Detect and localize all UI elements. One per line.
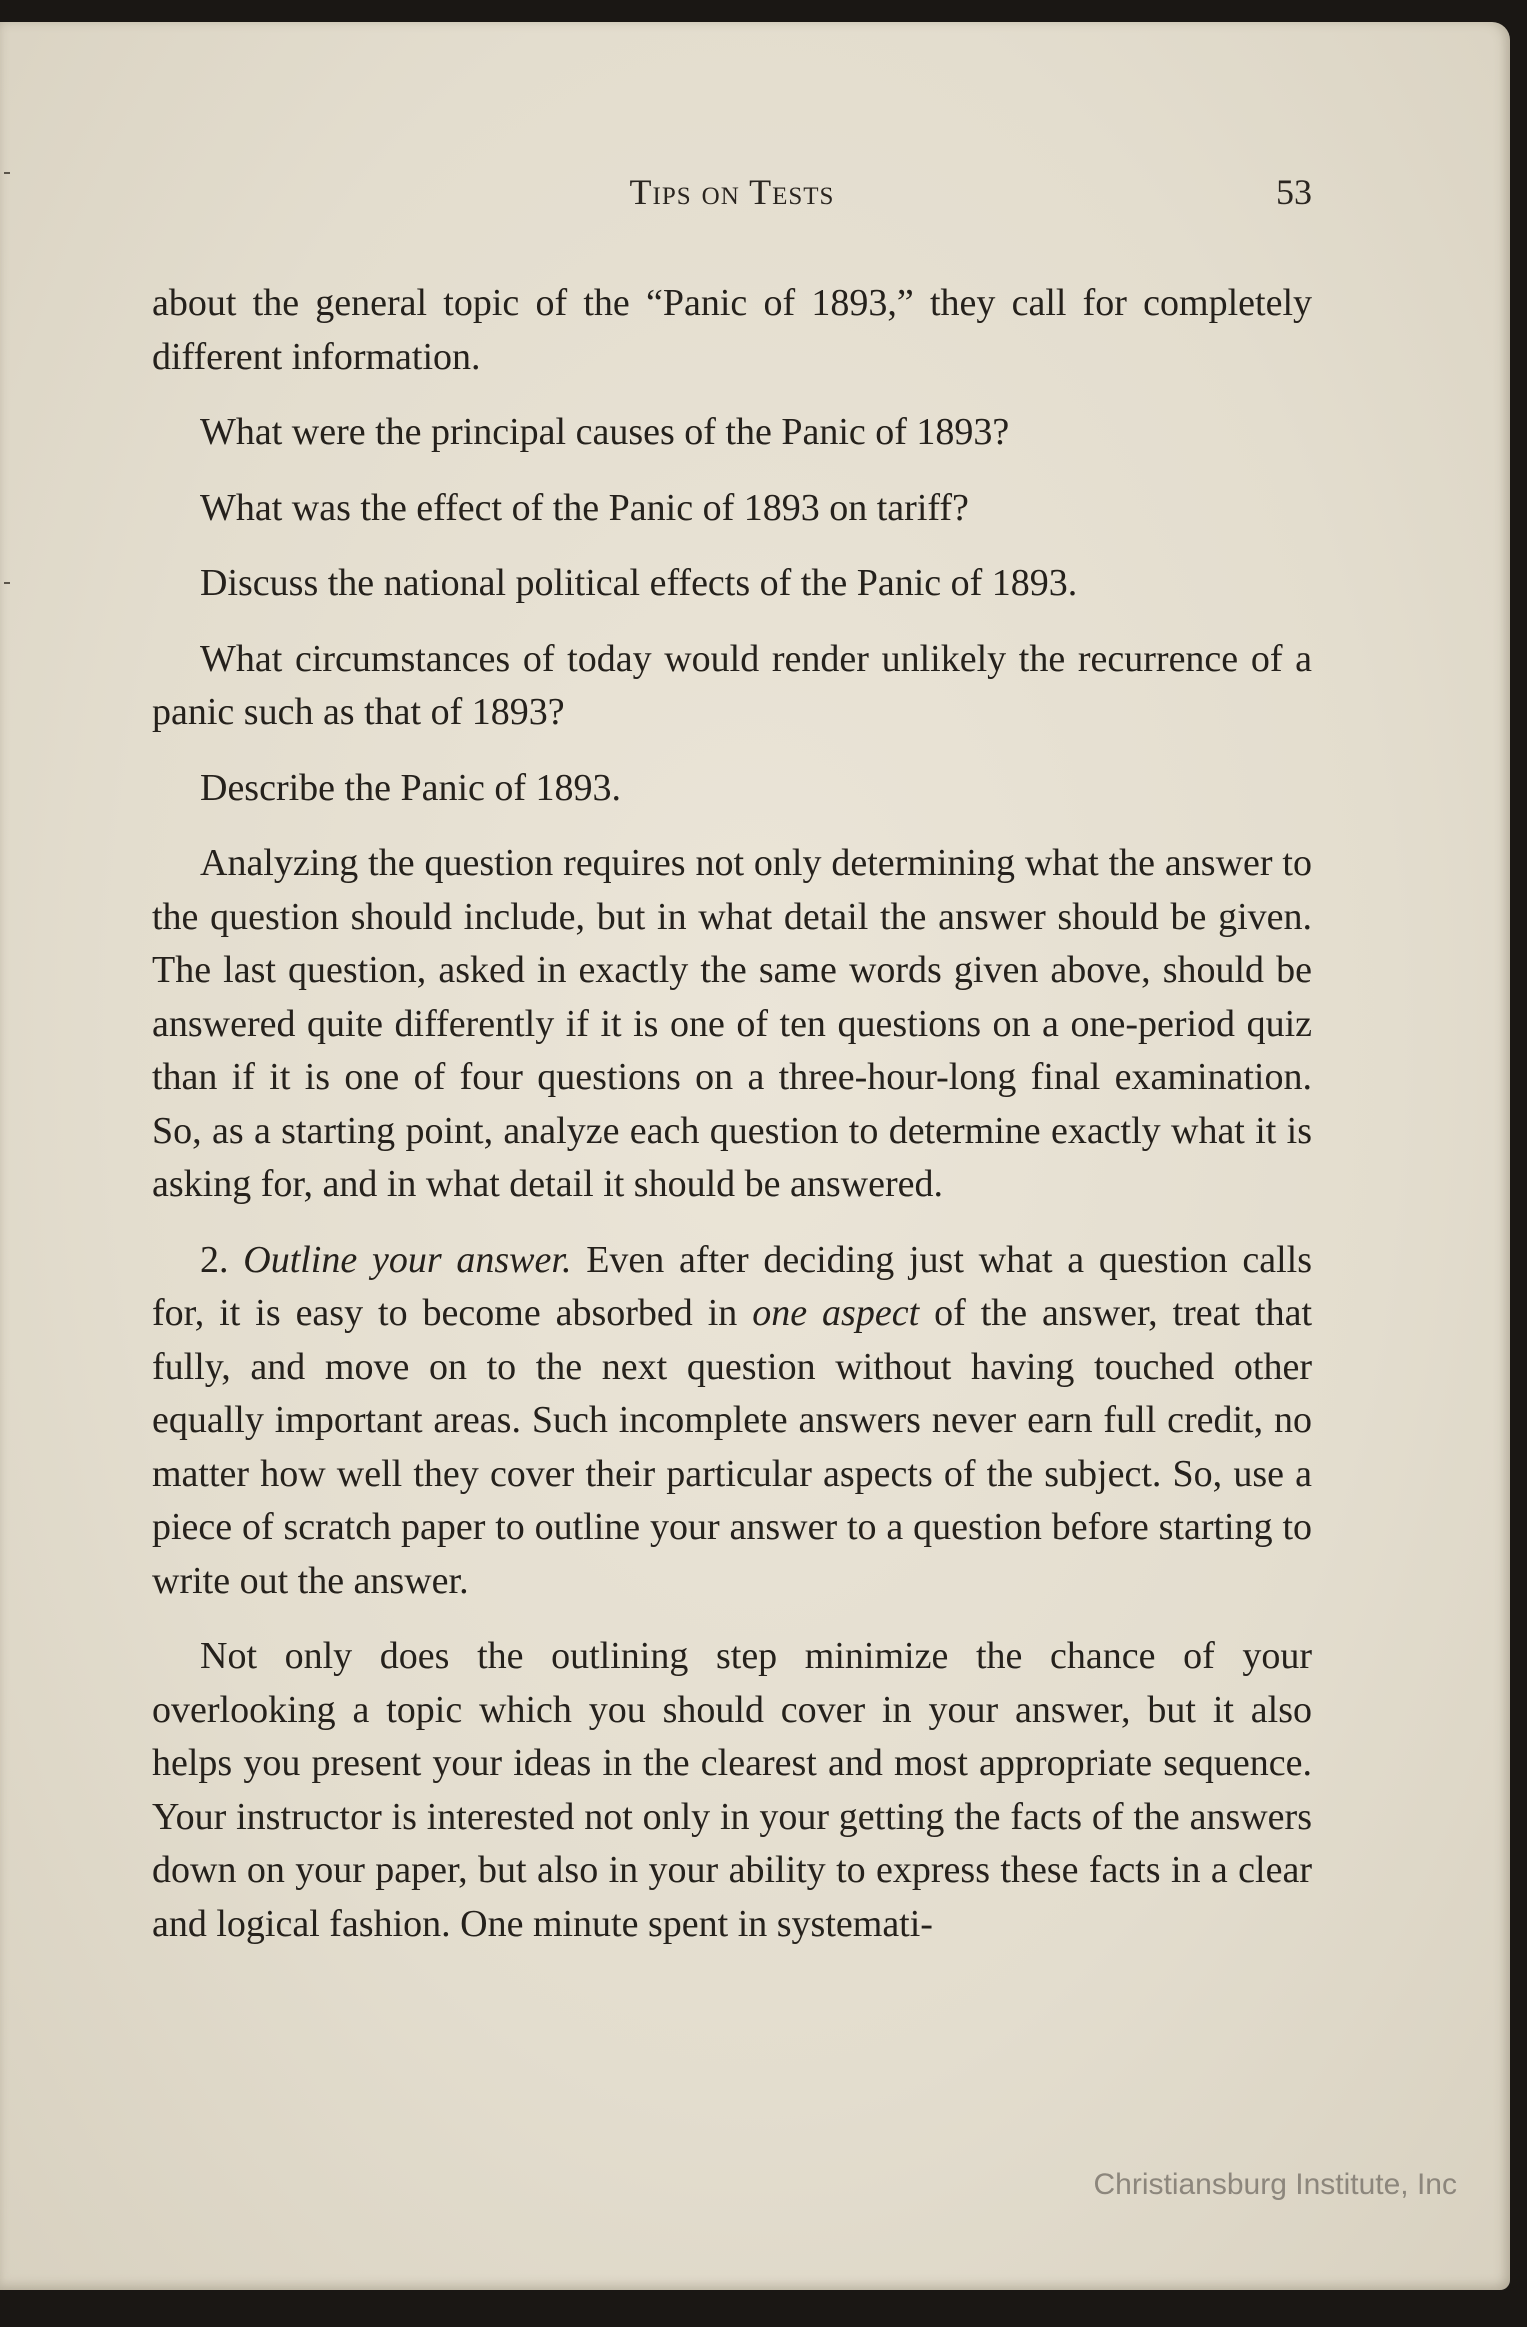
page-edge-mark: [4, 172, 10, 174]
paragraph-outlining-benefits: Not only does the outlining step minimize the chance of your overlooking a topic which you should cover in your answer, but it also helps you present your ideas in the clearest and most appropriate sequence. Your instructor is interested not only in your getting the facts of the answers down on your paper, but also in your ability to express these facts in a clear and logical fashion. One minute spent in systemati-: [152, 1635, 1312, 1945]
paragraph-outline: [152, 1234, 1312, 1609]
page-number: 53: [1276, 172, 1312, 212]
sample-question-4: What circumstances of today would render unlikely the recurrence of a panic such as that of 1893?: [152, 637, 1312, 733]
sample-question-2: What was the effect of the Panic of 1893 on tariff?: [200, 486, 969, 529]
emphasis-text: one aspect: [752, 1292, 920, 1334]
watermark: Christiansburg Institute, Inc: [1093, 2168, 1457, 2201]
paragraph-outline-text-1: Even after deciding just what a question calls for, it is easy to become absorbed in: [152, 1238, 1313, 1334]
running-head-title: Tips on Tests: [629, 172, 835, 212]
running-head: [152, 162, 1312, 222]
item-number: 2.: [200, 1238, 229, 1281]
page-edge-mark: [4, 582, 10, 584]
sample-question-3: Discuss the national political effects of the Panic of 1893.: [200, 562, 1078, 604]
book-page: [0, 22, 1510, 2290]
paragraph-outline-text-2: of the answer, treat that fully, and move on to the next question without having touched other equally important areas. Such incomplete answers never earn full credit, no matter how well they cover their particular aspects of the subject. So, use a piece of scratch paper to outline your answer to a question before starting to write out the answer.: [152, 1292, 1313, 1602]
body-text: [152, 277, 1312, 1973]
sample-question-5: Describe the Panic of 1893.: [200, 766, 622, 809]
paragraph-continued: about the general topic of the “Panic of 1893,” they call for completely different information.: [152, 282, 1312, 378]
sample-question-1: What were the principal causes of the Panic of 1893?: [200, 411, 1010, 453]
paragraph-analyzing: Analyzing the question requires not only determining what the answer to the question should include, but in what detail the answer should be given. The last question, asked in exactly the same words given above, should be answered quite differently if it is one of ten questions on a one-period quiz than if it is one of four questions on a three-hour-long final examination. So, as a starting point, analyze each question to determine exactly what it is asking for, and in what detail it should be answered.: [152, 842, 1312, 1205]
item-heading: Outline your answer.: [243, 1238, 572, 1281]
